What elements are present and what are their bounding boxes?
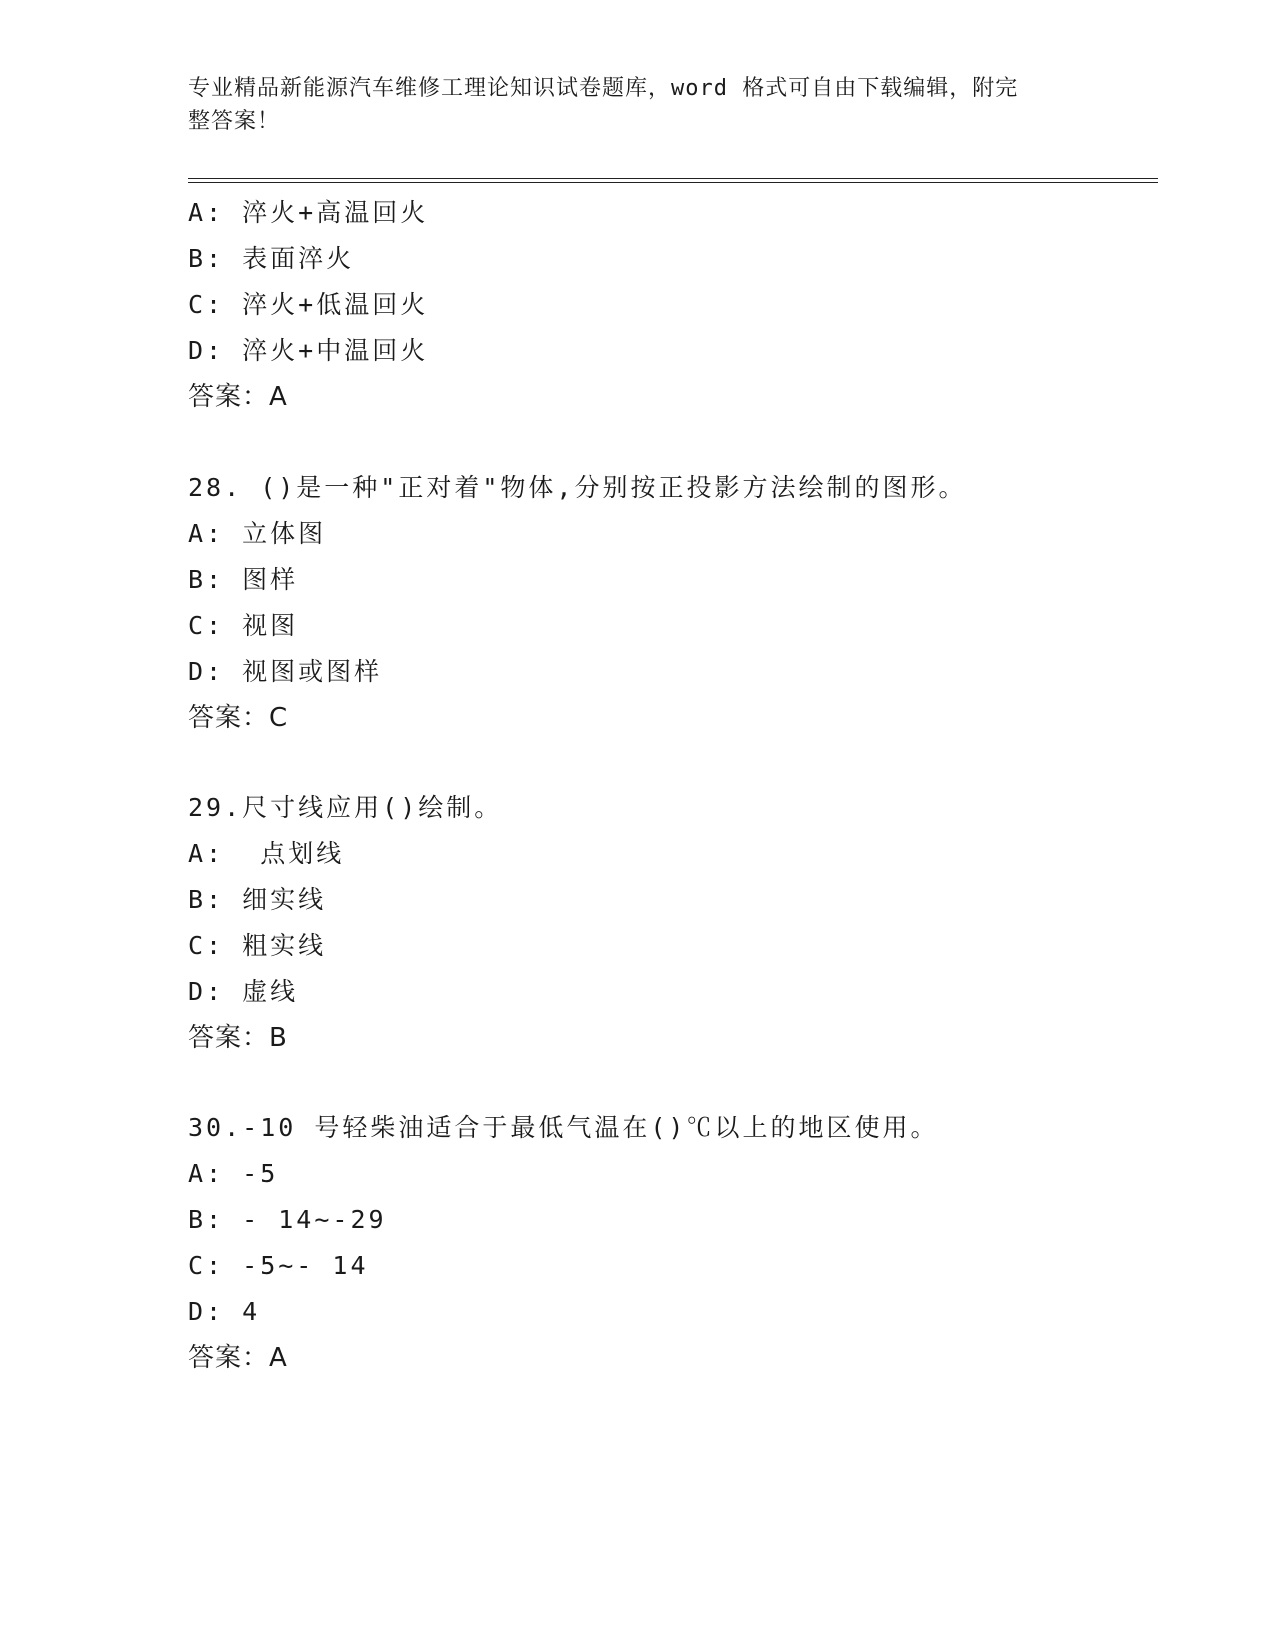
header-divider-top	[188, 178, 1158, 179]
option-a: A: -5	[188, 1159, 279, 1188]
question-29	[188, 785, 1148, 1061]
option-c: C: -5~- 14	[188, 1251, 369, 1280]
option-b: B: 细实线	[188, 885, 327, 914]
question-text: 30.-10 号轻柴油适合于最低气温在()℃以上的地区使用。	[188, 1113, 939, 1142]
option-c: C: 视图	[188, 611, 299, 640]
answer-line: 答案：A	[188, 1343, 288, 1373]
option-a: A: 淬火+高温回火	[188, 198, 429, 227]
answer-line: 答案：A	[188, 382, 288, 412]
header-line-2: 整答案！	[188, 109, 281, 134]
option-d: D: 淬火+中温回火	[188, 336, 429, 365]
header-divider-bottom	[188, 182, 1158, 183]
option-d: D: 视图或图样	[188, 657, 383, 686]
header-line-1: 专业精品新能源汽车维修工理论知识试卷题库，word 格式可自由下载编辑，附完	[188, 76, 1019, 101]
option-c: C: 粗实线	[188, 931, 327, 960]
option-c: C: 淬火+低温回火	[188, 290, 429, 319]
answer-line: 答案：C	[188, 703, 289, 733]
option-d: D: 虚线	[188, 977, 299, 1006]
document-header	[188, 72, 1088, 138]
answer-line: 答案：B	[188, 1023, 288, 1053]
option-b: B: 图样	[188, 565, 299, 594]
question-28	[188, 465, 1148, 741]
option-b: B: 表面淬火	[188, 244, 355, 273]
option-a: A: 点划线	[188, 839, 345, 868]
question-30	[188, 1105, 1148, 1381]
option-d: D: 4	[188, 1297, 261, 1326]
question-text: 29.尺寸线应用()绘制。	[188, 793, 503, 822]
option-b: B: - 14~-29	[188, 1205, 387, 1234]
question-27-continued	[188, 190, 1148, 420]
question-text: 28. ()是一种"正对着"物体,分别按正投影方法绘制的图形。	[188, 473, 967, 502]
option-a: A: 立体图	[188, 519, 327, 548]
